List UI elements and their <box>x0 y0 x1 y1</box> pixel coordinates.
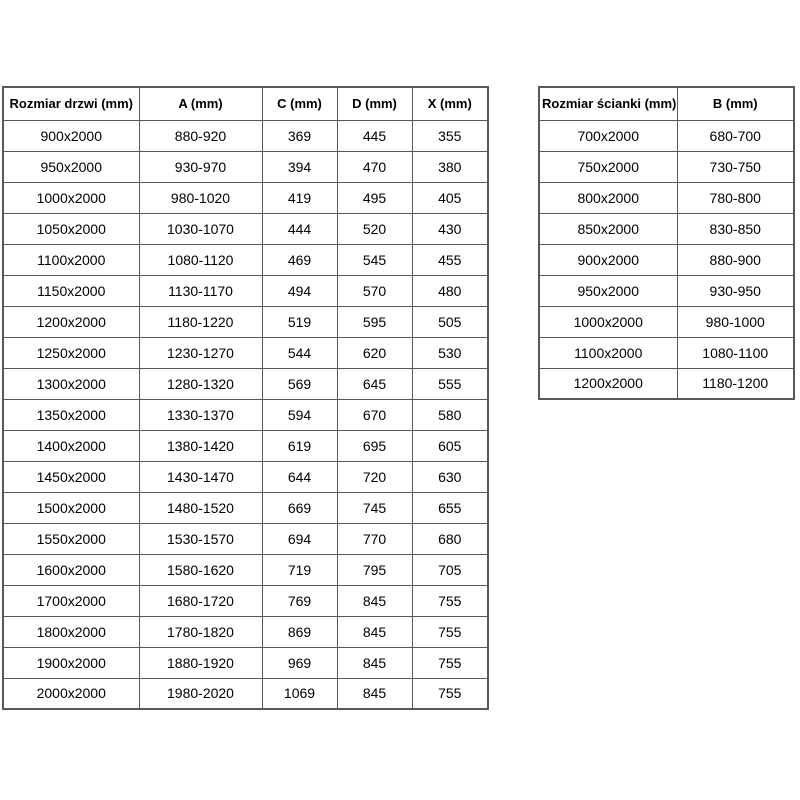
table-cell: 1000x2000 <box>539 306 677 337</box>
table-row <box>3 368 488 399</box>
table-cell: 745 <box>337 492 412 523</box>
table-row <box>3 151 488 182</box>
column-header: A (mm) <box>139 87 262 120</box>
table-cell: 780-800 <box>677 182 794 213</box>
table-cell: 555 <box>412 368 488 399</box>
table-cell: 1130-1170 <box>139 275 262 306</box>
table-cell: 394 <box>262 151 337 182</box>
table-cell: 1880-1920 <box>139 647 262 678</box>
table-cell: 1980-2020 <box>139 678 262 709</box>
table-cell: 930-970 <box>139 151 262 182</box>
table-cell: 880-920 <box>139 120 262 151</box>
table-cell: 750x2000 <box>539 151 677 182</box>
table-cell: 1150x2000 <box>3 275 139 306</box>
table-cell: 580 <box>412 399 488 430</box>
table-cell: 630 <box>412 461 488 492</box>
table-cell: 1030-1070 <box>139 213 262 244</box>
table-cell: 1100x2000 <box>539 337 677 368</box>
table-cell: 795 <box>337 554 412 585</box>
table-cell: 470 <box>337 151 412 182</box>
table-row <box>3 182 488 213</box>
table-cell: 845 <box>337 585 412 616</box>
table-row <box>539 306 794 337</box>
table-cell: 645 <box>337 368 412 399</box>
table-cell: 1000x2000 <box>3 182 139 213</box>
table-cell: 770 <box>337 523 412 554</box>
table-cell: 1530-1570 <box>139 523 262 554</box>
table-cell: 405 <box>412 182 488 213</box>
table-cell: 355 <box>412 120 488 151</box>
table-cell: 505 <box>412 306 488 337</box>
table-row <box>3 275 488 306</box>
table-row <box>539 244 794 275</box>
table-row <box>539 337 794 368</box>
table-cell: 494 <box>262 275 337 306</box>
table-row <box>3 244 488 275</box>
table-cell: 719 <box>262 554 337 585</box>
table-cell: 669 <box>262 492 337 523</box>
table-cell: 2000x2000 <box>3 678 139 709</box>
table-cell: 1100x2000 <box>3 244 139 275</box>
table-cell: 1450x2000 <box>3 461 139 492</box>
header-row <box>3 87 488 120</box>
table-cell: 1050x2000 <box>3 213 139 244</box>
table-cell: 619 <box>262 430 337 461</box>
column-header: X (mm) <box>412 87 488 120</box>
table-cell: 480 <box>412 275 488 306</box>
table-row <box>3 213 488 244</box>
table-cell: 605 <box>412 430 488 461</box>
table-row <box>3 306 488 337</box>
table-cell: 1400x2000 <box>3 430 139 461</box>
table-cell: 900x2000 <box>539 244 677 275</box>
table-cell: 755 <box>412 616 488 647</box>
table-cell: 1780-1820 <box>139 616 262 647</box>
table-cell: 1230-1270 <box>139 337 262 368</box>
table-cell: 969 <box>262 647 337 678</box>
header-row <box>539 87 794 120</box>
table-cell: 1550x2000 <box>3 523 139 554</box>
table-cell: 1430-1470 <box>139 461 262 492</box>
table-cell: 700x2000 <box>539 120 677 151</box>
table-cell: 369 <box>262 120 337 151</box>
table-cell: 469 <box>262 244 337 275</box>
table-cell: 570 <box>337 275 412 306</box>
table-row <box>3 647 488 678</box>
table-cell: 850x2000 <box>539 213 677 244</box>
table-cell: 705 <box>412 554 488 585</box>
table-row <box>539 275 794 306</box>
table-cell: 720 <box>337 461 412 492</box>
table-row <box>3 337 488 368</box>
table-cell: 755 <box>412 678 488 709</box>
table-cell: 694 <box>262 523 337 554</box>
table-cell: 1600x2000 <box>3 554 139 585</box>
table-cell: 544 <box>262 337 337 368</box>
table-cell: 800x2000 <box>539 182 677 213</box>
table-cell: 670 <box>337 399 412 430</box>
table-cell: 730-750 <box>677 151 794 182</box>
table-cell: 520 <box>337 213 412 244</box>
column-header: Rozmiar ścianki (mm) <box>539 87 677 120</box>
table-cell: 1500x2000 <box>3 492 139 523</box>
table-row <box>3 492 488 523</box>
table-cell: 1069 <box>262 678 337 709</box>
table-row <box>539 213 794 244</box>
table-cell: 900x2000 <box>3 120 139 151</box>
table-cell: 1250x2000 <box>3 337 139 368</box>
wall-size-table <box>538 86 795 400</box>
table-cell: 1680-1720 <box>139 585 262 616</box>
table-cell: 380 <box>412 151 488 182</box>
table-cell: 519 <box>262 306 337 337</box>
table-row <box>539 151 794 182</box>
table-row <box>3 523 488 554</box>
table-cell: 620 <box>337 337 412 368</box>
column-header: C (mm) <box>262 87 337 120</box>
table-cell: 495 <box>337 182 412 213</box>
table-cell: 845 <box>337 616 412 647</box>
table-cell: 769 <box>262 585 337 616</box>
table-cell: 950x2000 <box>3 151 139 182</box>
table-cell: 830-850 <box>677 213 794 244</box>
table-cell: 930-950 <box>677 275 794 306</box>
table-cell: 1080-1120 <box>139 244 262 275</box>
table-row <box>3 616 488 647</box>
table-row <box>3 678 488 709</box>
table-cell: 430 <box>412 213 488 244</box>
table-cell: 545 <box>337 244 412 275</box>
table-cell: 1180-1200 <box>677 368 794 399</box>
table-cell: 695 <box>337 430 412 461</box>
door-size-table <box>2 86 489 710</box>
table-cell: 594 <box>262 399 337 430</box>
table-row <box>3 461 488 492</box>
column-header: B (mm) <box>677 87 794 120</box>
table-cell: 1380-1420 <box>139 430 262 461</box>
table-cell: 1200x2000 <box>3 306 139 337</box>
table-cell: 419 <box>262 182 337 213</box>
table-row <box>539 182 794 213</box>
table-cell: 1280-1320 <box>139 368 262 399</box>
table-row <box>3 399 488 430</box>
table-cell: 444 <box>262 213 337 244</box>
table-cell: 595 <box>337 306 412 337</box>
table-cell: 1900x2000 <box>3 647 139 678</box>
table-cell: 1800x2000 <box>3 616 139 647</box>
table-cell: 1330-1370 <box>139 399 262 430</box>
table-row <box>539 120 794 151</box>
table-cell: 1700x2000 <box>3 585 139 616</box>
table-cell: 880-900 <box>677 244 794 275</box>
table-cell: 530 <box>412 337 488 368</box>
table-cell: 1350x2000 <box>3 399 139 430</box>
table-cell: 1200x2000 <box>539 368 677 399</box>
table-cell: 1080-1100 <box>677 337 794 368</box>
table-cell: 980-1000 <box>677 306 794 337</box>
table-cell: 1300x2000 <box>3 368 139 399</box>
column-header: Rozmiar drzwi (mm) <box>3 87 139 120</box>
table-row <box>3 430 488 461</box>
table-cell: 1580-1620 <box>139 554 262 585</box>
table-cell: 845 <box>337 647 412 678</box>
table-cell: 869 <box>262 616 337 647</box>
table-cell: 445 <box>337 120 412 151</box>
table-cell: 1180-1220 <box>139 306 262 337</box>
table-cell: 845 <box>337 678 412 709</box>
table-cell: 755 <box>412 647 488 678</box>
table-cell: 755 <box>412 585 488 616</box>
table-cell: 680-700 <box>677 120 794 151</box>
table-cell: 680 <box>412 523 488 554</box>
table-cell: 569 <box>262 368 337 399</box>
table-cell: 455 <box>412 244 488 275</box>
table-row <box>3 554 488 585</box>
column-header: D (mm) <box>337 87 412 120</box>
table-cell: 1480-1520 <box>139 492 262 523</box>
table-row <box>539 368 794 399</box>
table-cell: 655 <box>412 492 488 523</box>
table-row <box>3 585 488 616</box>
table-cell: 644 <box>262 461 337 492</box>
table-cell: 980-1020 <box>139 182 262 213</box>
table-row <box>3 120 488 151</box>
table-cell: 950x2000 <box>539 275 677 306</box>
